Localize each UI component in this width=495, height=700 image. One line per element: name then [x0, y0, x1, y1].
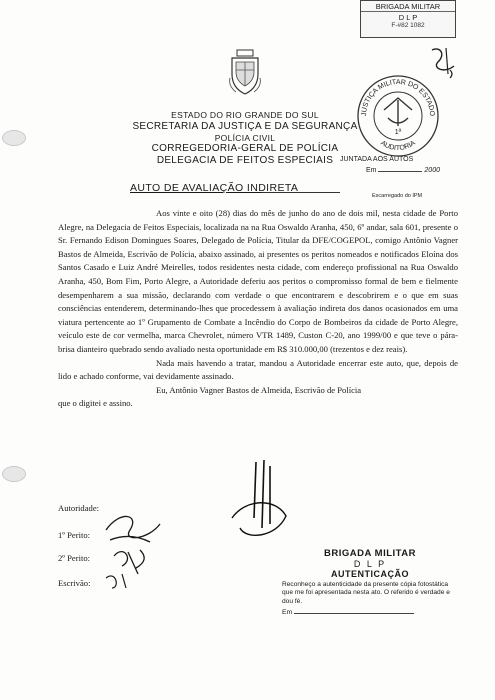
corregedoria-name: CORREGEDORIA-GERAL DE POLÍCIA: [151, 143, 339, 154]
seal-bottom-text: AUDITORIA: [379, 139, 417, 153]
dlp-stamp-title: BRIGADA MILITAR: [361, 1, 455, 12]
auth-stamp-heading: AUTENTICAÇÃO: [331, 569, 409, 579]
document-title: AUTO DE AVALIAÇÃO INDIRETA: [130, 182, 299, 194]
juntada-date-line: [366, 167, 440, 174]
juntada-escrivao-label: Escarregado do IPM: [372, 193, 423, 199]
body-paragraph-2: Nada mais havendo a tratar, mandou a Autoridade encerrar este auto, que, depois de lido e achado conforme, vai devidamente assinado.: [58, 357, 458, 382]
autoridade-signature-icon: [226, 458, 296, 550]
secretariat-name: SECRETARIA DA JUSTIÇA E DA SEGURANÇA: [132, 121, 358, 132]
juntada-em-label: Em: [366, 167, 377, 174]
delegacia-name: DELEGACIA DE FEITOS ESPECIAIS: [156, 155, 334, 166]
body-paragraph-3: Eu, Antônio Vagner Bastos de Almeida, Escrivão de Polícia: [156, 384, 362, 395]
state-name: ESTADO DO RIO GRANDE DO SUL: [171, 110, 319, 120]
document-body: [58, 207, 458, 411]
body-paragraph-3b: que o digitei e assino.: [58, 398, 133, 409]
auth-stamp-date-line: [282, 609, 458, 616]
authentication-stamp: [282, 548, 458, 616]
seal-ring-text: JUSTIÇA MILITAR DO ESTADO: [360, 78, 436, 117]
perito2-label: 2º Perito:: [58, 553, 91, 563]
auth-stamp-title: BRIGADA MILITAR: [324, 548, 416, 559]
perito1-label: 1º Perito:: [58, 530, 91, 540]
seal-number: 1ª: [394, 129, 402, 136]
juntada-label: JUNTADA AOS AUTOS: [340, 156, 414, 163]
police-name: POLÍCIA CIVIL: [214, 133, 276, 143]
dlp-stamp: [360, 0, 456, 38]
military-justice-seal-icon: [356, 74, 440, 158]
state-crest-icon: [228, 48, 262, 96]
punch-hole: [2, 466, 26, 482]
punch-hole: [2, 130, 26, 146]
autoridade-label: Autoridade:: [58, 503, 100, 513]
auth-stamp-subtitle: D L P: [353, 559, 387, 569]
svg-text:AUDITORIA: [379, 140, 417, 153]
auth-stamp-text: Reconheço a autenticidade da presente cópia fotostática que me foi apresentada nesta ato. O referido é verdade e dou fé.: [282, 581, 450, 605]
perito-signatures-icon: [100, 500, 180, 590]
auth-em-label: Em: [282, 609, 293, 617]
dlp-stamp-subtitle: D L P: [398, 13, 418, 22]
dlp-stamp-number: F-#82 1082: [391, 22, 425, 29]
juntada-date: 2000: [424, 167, 440, 174]
escrivao-label: Escrivão:: [58, 578, 91, 588]
body-paragraph-1: Aos vinte e oito (28) dias do mês de junho do ano de dois mil, nesta cidade de Porto Alegre, na Delegacia de Feitos Especiais, localizada na na Rua Oswaldo Aranha, 450, 6º andar, sala 601, presente o Sr. Fernando Edison Domingues Soares, Delegado de Polícia, Titular da DFE/COGEPOL, comigo Antônio Vagner Bastos de Almeida, Escrivão de Polícia, abaixo assinado, ai presentes os peritos nomeados e notificados Eloína dos Santos Casado e Luiz André Meirelles, todos residentes nesta cidade, com endereço profissional na Rua Oswaldo Aranha, 450, Bom Fim, Porto Alegre, a Autoridade deferiu aos peritos o compromisso formal de bem e fielmente desempenharem a sua missão, declarando com verdade o que encontrarem e descobrirem e o que em suas consciências entenderem, determinando-lhes que procedessem à avaliação indireta dos danos ocasionados em uma viatura pertencente ao 1º Grupamento de Combate a Incêndio do Corpo de Bombeiros da cidade de Porto Alegre, veículo este de cor vermelha, marca Chevrolet, número VTR 1489, Custon C-20, ano 1999/00 e que teve o pára-brisa dianteiro quebrado sendo avaliado nesta oportunidade em R$ 310.000,00 (trezentos e dez reais).: [58, 208, 458, 354]
title-rule: [262, 192, 340, 193]
